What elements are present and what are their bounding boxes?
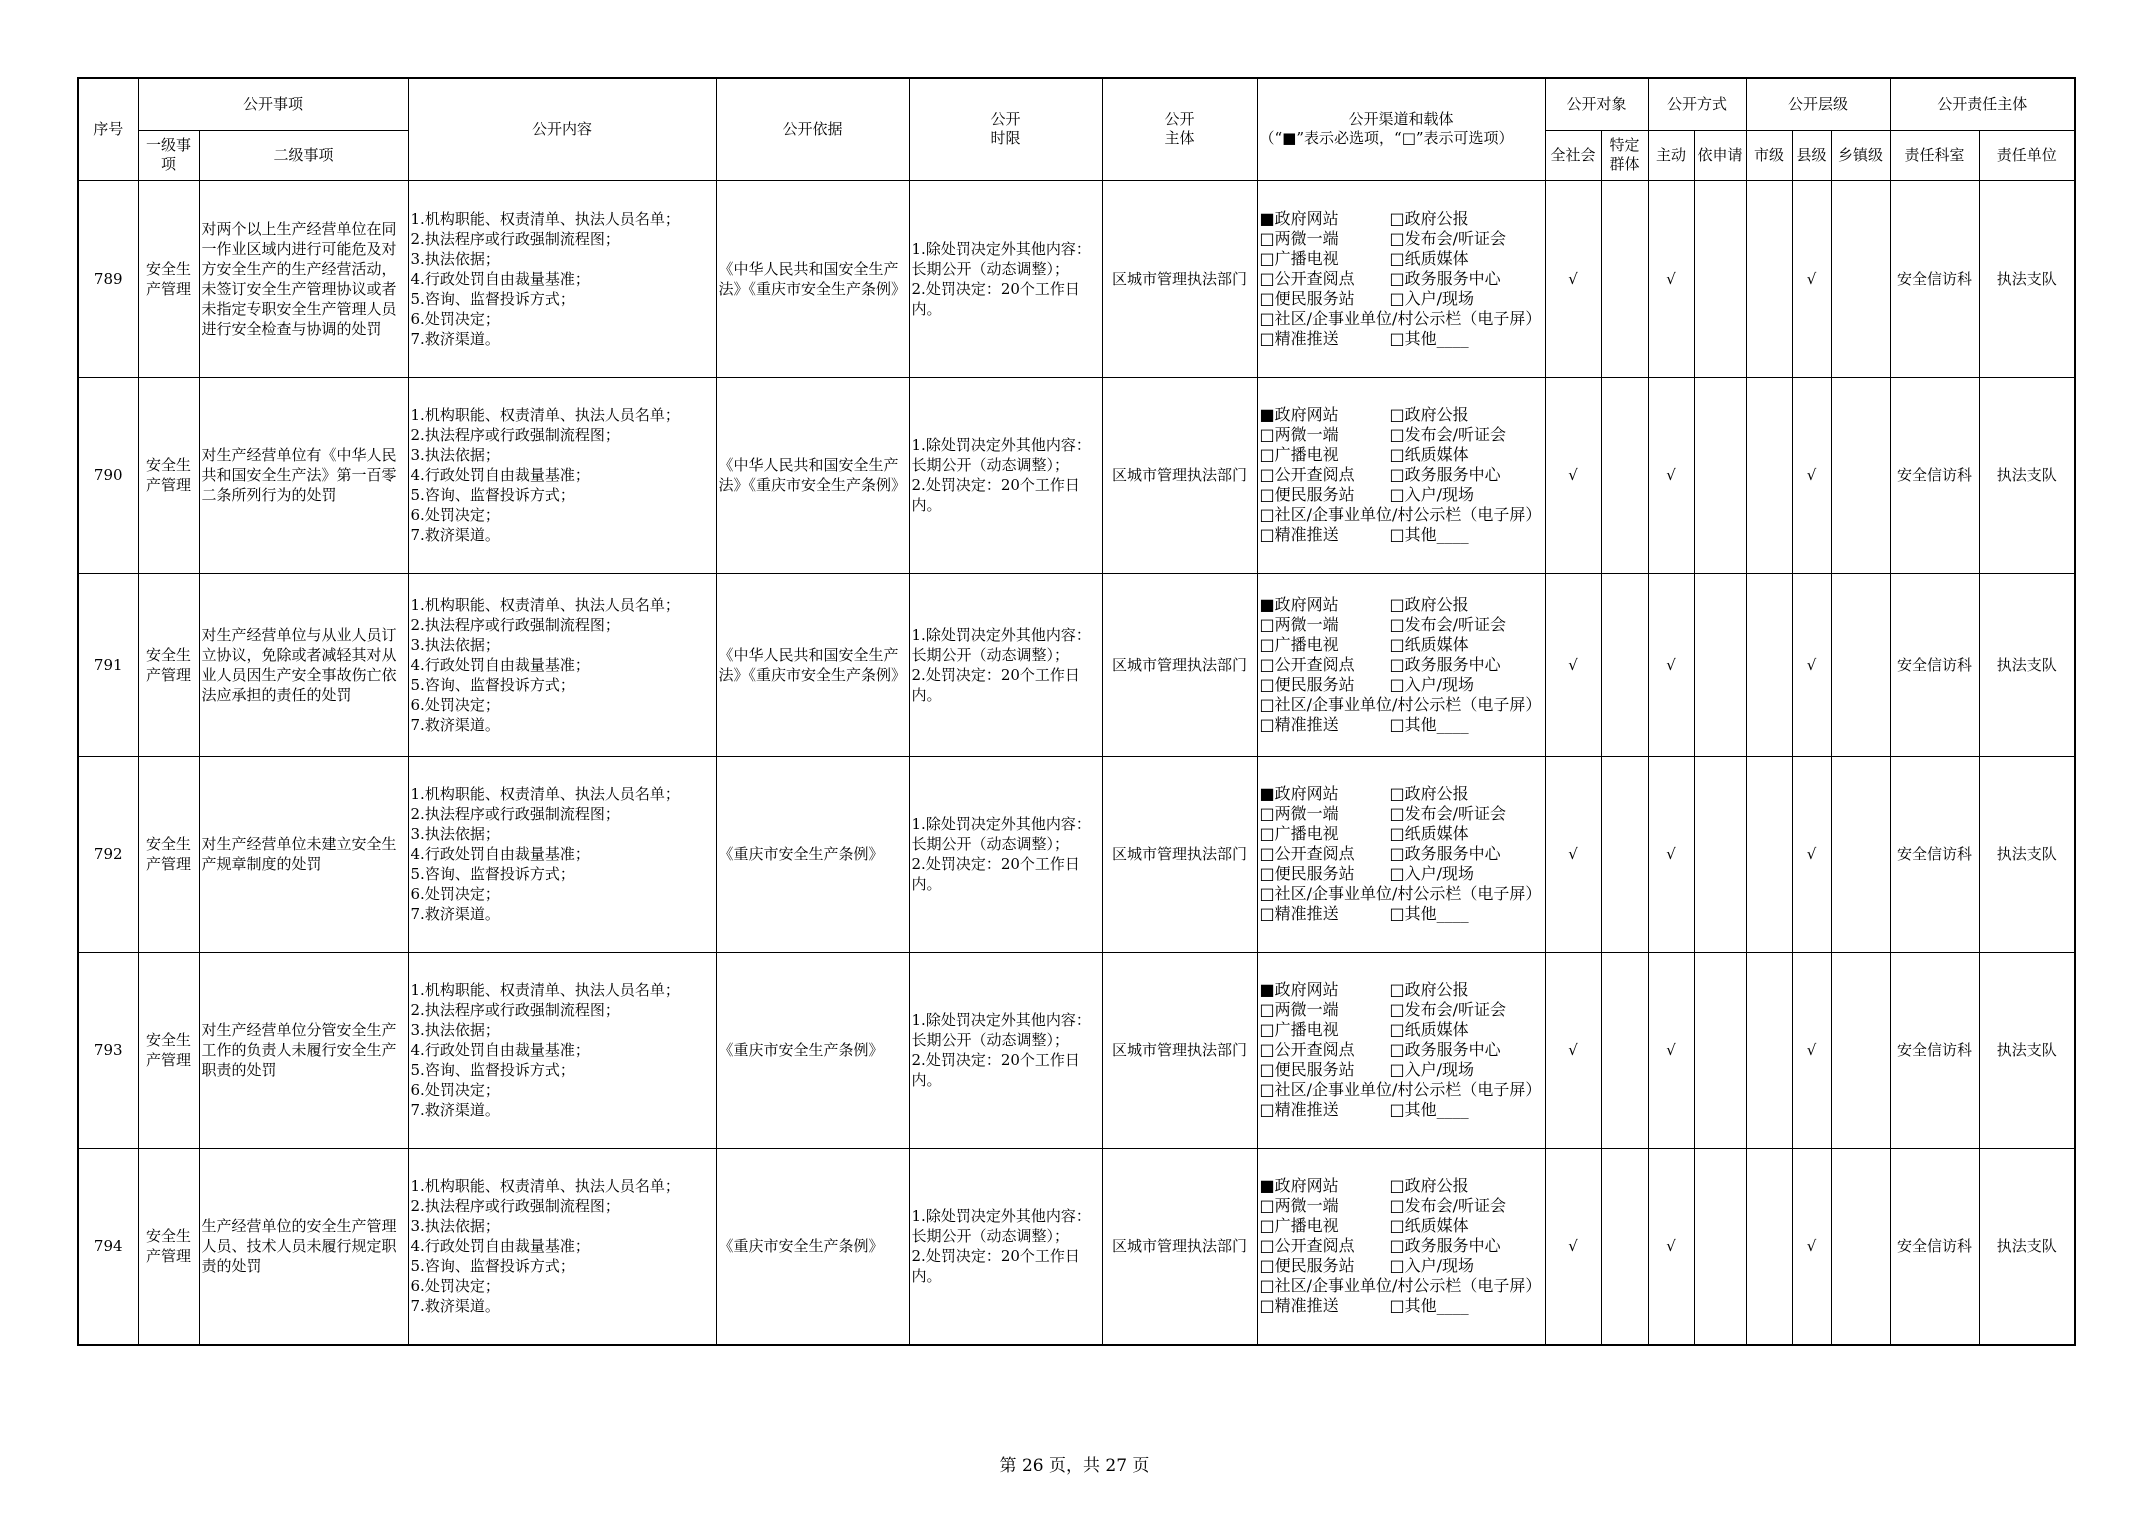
header-level-town: 乡镇级 <box>1831 130 1890 180</box>
cell-level2: 对生产经营单位与从业人员订立协议，免除或者减轻其对从业人员因生产安全事故伤亡依法应承担的责任的处罚 <box>199 573 408 756</box>
channel-optional: □其他____ <box>1389 1100 1469 1119</box>
cell-method-request <box>1694 952 1746 1148</box>
channel-optional: □政务服务中心 <box>1389 268 1501 288</box>
cell-method-request <box>1694 756 1746 952</box>
disclosure-table <box>77 77 2076 1346</box>
channel-required: ■政府网站 <box>1259 784 1339 803</box>
period-item: 1.除处罚决定外其他内容：长期公开（动态调整）； <box>911 625 1091 664</box>
cell-target-specific <box>1601 180 1648 377</box>
header-items-group: 公开事项 <box>138 78 408 130</box>
table-row <box>78 952 2075 1148</box>
channel-optional: □公开查阅点 <box>1259 844 1355 863</box>
cell-level1: 安全生产管理 <box>138 1148 199 1345</box>
header-level2: 二级事项 <box>199 130 408 180</box>
content-item: 2.执法程序或行政强制流程图； <box>410 805 620 823</box>
cell-seq: 789 <box>78 180 138 377</box>
cell-level1: 安全生产管理 <box>138 180 199 377</box>
channel-optional: □社区/企事业单位/村公示栏（电子屏） <box>1259 505 1542 524</box>
content-item: 6.处罚决定； <box>410 695 500 714</box>
header-resp-office: 责任科室 <box>1890 130 1979 180</box>
table-body <box>78 180 2075 1345</box>
cell-method-active: √ <box>1648 952 1694 1148</box>
cell-seq: 792 <box>78 756 138 952</box>
content-item: 4.行政处罚自由裁量基准； <box>410 269 590 288</box>
cell-level1: 安全生产管理 <box>138 377 199 573</box>
channel-optional: □其他____ <box>1389 328 1469 348</box>
channel-optional: □便民服务站 <box>1259 485 1355 504</box>
content-item: 3.执法依据； <box>410 1217 500 1236</box>
period-item: 1.除处罚决定外其他内容：长期公开（动态调整）； <box>911 436 1091 474</box>
cell-resp-office: 安全信访科 <box>1890 952 1979 1148</box>
header-level-group: 公开层级 <box>1746 78 1890 130</box>
content-item: 4.行政处罚自由裁量基准； <box>410 845 590 863</box>
channel-optional: □纸质媒体 <box>1389 824 1469 843</box>
header-level-city: 市级 <box>1746 130 1792 180</box>
table-row <box>78 180 2075 377</box>
header-channel-title: 公开渠道和载体 <box>1348 110 1454 129</box>
content-item: 7.救济渠道。 <box>410 526 500 544</box>
cell-resp-office: 安全信访科 <box>1890 1148 1979 1345</box>
content-item: 3.执法依据； <box>410 446 500 464</box>
content-item: 7.救济渠道。 <box>410 715 500 734</box>
cell-content <box>408 952 716 1148</box>
channel-optional: □发布会/听证会 <box>1389 804 1507 823</box>
channel-optional: □广播电视 <box>1259 1020 1339 1039</box>
cell-method-active: √ <box>1648 180 1694 377</box>
content-item: 5.咨询、监督投诉方式； <box>410 289 575 308</box>
cell-content <box>408 756 716 952</box>
period-item: 2.处罚决定：20个工作日内。 <box>911 476 1080 514</box>
table-row <box>78 573 2075 756</box>
period-item: 2.处罚决定：20个工作日内。 <box>911 665 1080 704</box>
cell-target-all: √ <box>1545 1148 1601 1345</box>
cell-seq: 793 <box>78 952 138 1148</box>
channel-optional: □发布会/听证会 <box>1389 614 1507 634</box>
cell-resp-unit: 执法支队 <box>1979 180 2075 377</box>
cell-target-specific <box>1601 1148 1648 1345</box>
channel-optional: □发布会/听证会 <box>1389 1196 1507 1216</box>
cell-level2: 生产经营单位的安全生产管理人员、技术人员未履行规定职责的处罚 <box>199 1148 408 1345</box>
content-item: 4.行政处罚自由裁量基准； <box>410 1237 590 1256</box>
content-item: 4.行政处罚自由裁量基准； <box>410 466 590 484</box>
channel-optional: □政府公报 <box>1389 980 1469 999</box>
channel-optional: □政府公报 <box>1389 594 1469 614</box>
cell-level-town <box>1831 573 1890 756</box>
channel-optional: □政务服务中心 <box>1389 1236 1501 1256</box>
channel-optional: □两微一端 <box>1259 614 1339 634</box>
content-item: 2.执法程序或行政强制流程图； <box>410 426 620 444</box>
content-item: 3.执法依据； <box>410 825 500 843</box>
content-item: 7.救济渠道。 <box>410 329 500 348</box>
channel-optional: □入户/现场 <box>1389 1256 1475 1276</box>
cell-target-all: √ <box>1545 573 1601 756</box>
cell-basis: 《重庆市安全生产条例》 <box>716 952 909 1148</box>
channel-optional: □政府公报 <box>1389 405 1469 424</box>
header-basis: 公开依据 <box>716 78 909 180</box>
cell-level2: 对生产经营单位分管安全生产工作的负责人未履行安全生产职责的处罚 <box>199 952 408 1148</box>
cell-level-city <box>1746 756 1792 952</box>
cell-content <box>408 1148 716 1345</box>
channel-optional: □广播电视 <box>1259 445 1339 464</box>
period-item: 1.除处罚决定外其他内容：长期公开（动态调整）； <box>911 1207 1091 1246</box>
header-target-group: 公开对象 <box>1545 78 1648 130</box>
content-item: 3.执法依据； <box>410 249 500 268</box>
cell-resp-office: 安全信访科 <box>1890 756 1979 952</box>
cell-level-county: √ <box>1792 756 1831 952</box>
period-item: 1.除处罚决定外其他内容：长期公开（动态调整）； <box>911 239 1091 278</box>
channel-optional: □广播电视 <box>1259 1216 1339 1236</box>
content-item: 4.行政处罚自由裁量基准； <box>410 1041 590 1059</box>
cell-method-request <box>1694 573 1746 756</box>
cell-target-specific <box>1601 377 1648 573</box>
channel-optional: □便民服务站 <box>1259 288 1355 308</box>
content-item: 3.执法依据； <box>410 635 500 654</box>
cell-content <box>408 377 716 573</box>
cell-period <box>909 1148 1102 1345</box>
channel-list <box>1260 784 1543 924</box>
channel-optional: □纸质媒体 <box>1389 634 1469 654</box>
cell-level1: 安全生产管理 <box>138 573 199 756</box>
cell-target-specific <box>1601 573 1648 756</box>
cell-method-active: √ <box>1648 377 1694 573</box>
channel-list <box>1260 209 1543 349</box>
cell-channels <box>1257 180 1545 377</box>
channel-optional: □便民服务站 <box>1259 674 1355 694</box>
channel-optional: □社区/企事业单位/村公示栏（电子屏） <box>1259 884 1542 903</box>
content-item: 1.机构职能、权责清单、执法人员名单； <box>410 595 680 614</box>
header-target-all: 全社会 <box>1545 130 1601 180</box>
channel-optional: □两微一端 <box>1259 425 1339 444</box>
channel-optional: □便民服务站 <box>1259 1060 1355 1079</box>
cell-method-active: √ <box>1648 1148 1694 1345</box>
channel-optional: □社区/企事业单位/村公示栏（电子屏） <box>1259 694 1542 714</box>
channel-optional: □社区/企事业单位/村公示栏（电子屏） <box>1259 308 1542 328</box>
cell-resp-unit: 执法支队 <box>1979 1148 2075 1345</box>
cell-level2: 对生产经营单位未建立安全生产规章制度的处罚 <box>199 756 408 952</box>
cell-level-town <box>1831 377 1890 573</box>
cell-level-county: √ <box>1792 377 1831 573</box>
channel-optional: □精准推送 <box>1259 525 1339 544</box>
cell-subject: 区城市管理执法部门 <box>1102 573 1257 756</box>
cell-subject: 区城市管理执法部门 <box>1102 180 1257 377</box>
channel-optional: □入户/现场 <box>1389 674 1475 694</box>
header-resp-unit: 责任单位 <box>1979 130 2075 180</box>
channel-optional: □精准推送 <box>1259 904 1339 923</box>
channel-optional: □两微一端 <box>1259 1196 1339 1216</box>
channel-optional: □公开查阅点 <box>1259 654 1355 674</box>
channel-list <box>1260 1176 1543 1316</box>
channel-optional: □发布会/听证会 <box>1389 228 1507 248</box>
cell-level1: 安全生产管理 <box>138 952 199 1148</box>
cell-resp-office: 安全信访科 <box>1890 377 1979 573</box>
channel-required: ■政府网站 <box>1259 980 1339 999</box>
content-item: 1.机构职能、权责清单、执法人员名单； <box>410 209 680 228</box>
channel-optional: □公开查阅点 <box>1259 268 1355 288</box>
channel-optional: □政府公报 <box>1389 208 1469 228</box>
content-item: 6.处罚决定； <box>410 309 500 328</box>
channel-optional: □入户/现场 <box>1389 864 1475 883</box>
channel-optional: □广播电视 <box>1259 248 1339 268</box>
content-item: 7.救济渠道。 <box>410 905 500 923</box>
channel-optional: □精准推送 <box>1259 328 1339 348</box>
cell-basis: 《中华人民共和国安全生产法》《重庆市安全生产条例》 <box>716 573 909 756</box>
period-item: 1.除处罚决定外其他内容：长期公开（动态调整）； <box>911 815 1091 853</box>
channel-optional: □社区/企事业单位/村公示栏（电子屏） <box>1259 1080 1542 1099</box>
cell-method-active: √ <box>1648 573 1694 756</box>
cell-seq: 791 <box>78 573 138 756</box>
cell-level-county: √ <box>1792 1148 1831 1345</box>
cell-subject: 区城市管理执法部门 <box>1102 756 1257 952</box>
cell-level-city <box>1746 180 1792 377</box>
channel-optional: □政府公报 <box>1389 784 1469 803</box>
header-resp-group: 公开责任主体 <box>1890 78 2075 130</box>
cell-level-city <box>1746 1148 1792 1345</box>
content-item: 5.咨询、监督投诉方式； <box>410 675 575 694</box>
cell-content <box>408 573 716 756</box>
content-item: 1.机构职能、权责清单、执法人员名单； <box>410 785 680 803</box>
cell-basis: 《中华人民共和国安全生产法》《重庆市安全生产条例》 <box>716 377 909 573</box>
cell-resp-office: 安全信访科 <box>1890 573 1979 756</box>
header-subject <box>1102 78 1257 180</box>
cell-channels <box>1257 573 1545 756</box>
table-row <box>78 756 2075 952</box>
cell-target-specific <box>1601 952 1648 1148</box>
table-row <box>78 377 2075 573</box>
channel-optional: □便民服务站 <box>1259 864 1355 883</box>
cell-target-all: √ <box>1545 377 1601 573</box>
channel-optional: □广播电视 <box>1259 824 1339 843</box>
channel-optional: □入户/现场 <box>1389 1060 1475 1079</box>
table-header <box>78 78 2075 180</box>
content-item: 1.机构职能、权责清单、执法人员名单； <box>410 406 680 424</box>
channel-required: ■政府网站 <box>1259 594 1339 614</box>
channel-optional: □公开查阅点 <box>1259 1236 1355 1256</box>
channel-optional: □政务服务中心 <box>1389 465 1501 484</box>
channel-optional: □精准推送 <box>1259 1100 1339 1119</box>
cell-basis: 《中华人民共和国安全生产法》《重庆市安全生产条例》 <box>716 180 909 377</box>
header-method-request: 依申请 <box>1694 130 1746 180</box>
channel-optional: □广播电视 <box>1259 634 1339 654</box>
cell-method-request <box>1694 377 1746 573</box>
cell-seq: 794 <box>78 1148 138 1345</box>
cell-level-town <box>1831 756 1890 952</box>
content-item: 5.咨询、监督投诉方式； <box>410 1257 575 1276</box>
content-item: 6.处罚决定； <box>410 885 500 903</box>
cell-channels <box>1257 952 1545 1148</box>
cell-level-county: √ <box>1792 180 1831 377</box>
content-item: 2.执法程序或行政强制流程图； <box>410 229 620 248</box>
cell-channels <box>1257 756 1545 952</box>
channel-optional: □其他____ <box>1389 1296 1469 1316</box>
cell-resp-unit: 执法支队 <box>1979 952 2075 1148</box>
channel-list <box>1260 595 1543 735</box>
content-item: 7.救济渠道。 <box>410 1101 500 1119</box>
period-item: 2.处罚决定：20个工作日内。 <box>911 1051 1080 1089</box>
cell-period <box>909 377 1102 573</box>
cell-target-all: √ <box>1545 756 1601 952</box>
channel-optional: □纸质媒体 <box>1389 1216 1469 1236</box>
channel-optional: □两微一端 <box>1259 804 1339 823</box>
cell-level2: 对两个以上生产经营单位在同一作业区域内进行可能危及对方安全生产的生产经营活动，未签订安全生产管理协议或者未指定专职安全生产管理人员进行安全检查与协调的处罚 <box>199 180 408 377</box>
cell-period <box>909 180 1102 377</box>
cell-level-county: √ <box>1792 573 1831 756</box>
channel-optional: □入户/现场 <box>1389 485 1475 504</box>
cell-subject: 区城市管理执法部门 <box>1102 952 1257 1148</box>
cell-subject: 区城市管理执法部门 <box>1102 1148 1257 1345</box>
channel-optional: □其他____ <box>1389 714 1469 734</box>
header-seq: 序号 <box>78 78 138 180</box>
header-subject-text: 公开主体 <box>1164 110 1195 148</box>
channel-optional: □社区/企事业单位/村公示栏（电子屏） <box>1259 1276 1542 1296</box>
header-content: 公开内容 <box>408 78 716 180</box>
channel-optional: □政务服务中心 <box>1389 1040 1501 1059</box>
channel-optional: □精准推送 <box>1259 1296 1339 1316</box>
content-item: 4.行政处罚自由裁量基准； <box>410 655 590 674</box>
content-item: 2.执法程序或行政强制流程图； <box>410 1001 620 1019</box>
header-method-group: 公开方式 <box>1648 78 1746 130</box>
header-channel <box>1257 78 1545 180</box>
channel-required: ■政府网站 <box>1259 208 1339 228</box>
channel-optional: □其他____ <box>1389 904 1469 923</box>
channel-optional: □两微一端 <box>1259 1000 1339 1019</box>
channel-optional: □两微一端 <box>1259 228 1339 248</box>
content-item: 2.执法程序或行政强制流程图； <box>410 1197 620 1216</box>
cell-seq: 790 <box>78 377 138 573</box>
cell-channels <box>1257 1148 1545 1345</box>
channel-optional: □公开查阅点 <box>1259 465 1355 484</box>
cell-basis: 《重庆市安全生产条例》 <box>716 756 909 952</box>
content-item: 5.咨询、监督投诉方式； <box>410 486 575 504</box>
cell-method-request <box>1694 180 1746 377</box>
period-item: 2.处罚决定：20个工作日内。 <box>911 279 1080 318</box>
channel-list <box>1260 980 1543 1120</box>
cell-level-county: √ <box>1792 952 1831 1148</box>
cell-method-active: √ <box>1648 756 1694 952</box>
channel-optional: □政务服务中心 <box>1389 654 1501 674</box>
header-target-specific: 特定群体 <box>1601 130 1648 180</box>
cell-level-city <box>1746 573 1792 756</box>
content-item: 1.机构职能、权责清单、执法人员名单； <box>410 1177 680 1196</box>
period-item: 1.除处罚决定外其他内容：长期公开（动态调整）； <box>911 1011 1091 1049</box>
cell-subject: 区城市管理执法部门 <box>1102 377 1257 573</box>
cell-target-specific <box>1601 756 1648 952</box>
cell-level-city <box>1746 377 1792 573</box>
cell-resp-office: 安全信访科 <box>1890 180 1979 377</box>
period-item: 2.处罚决定：20个工作日内。 <box>911 855 1080 893</box>
content-item: 5.咨询、监督投诉方式； <box>410 865 575 883</box>
channel-optional: □精准推送 <box>1259 714 1339 734</box>
cell-period <box>909 756 1102 952</box>
content-item: 6.处罚决定； <box>410 506 500 524</box>
header-period-text: 公开时限 <box>990 110 1021 148</box>
channel-optional: □发布会/听证会 <box>1389 1000 1507 1019</box>
cell-content <box>408 180 716 377</box>
channel-optional: □便民服务站 <box>1259 1256 1355 1276</box>
content-item: 5.咨询、监督投诉方式； <box>410 1061 575 1079</box>
cell-period <box>909 573 1102 756</box>
cell-target-all: √ <box>1545 180 1601 377</box>
content-item: 6.处罚决定； <box>410 1277 500 1296</box>
period-item: 2.处罚决定：20个工作日内。 <box>911 1247 1080 1286</box>
cell-level-town <box>1831 1148 1890 1345</box>
cell-level-city <box>1746 952 1792 1148</box>
cell-resp-unit: 执法支队 <box>1979 756 2075 952</box>
cell-resp-unit: 执法支队 <box>1979 377 2075 573</box>
page-number: 第 26 页，共 27 页 <box>999 1456 1150 1476</box>
channel-optional: □政务服务中心 <box>1389 844 1501 863</box>
cell-level-town <box>1831 180 1890 377</box>
content-item: 6.处罚决定； <box>410 1081 500 1099</box>
channel-optional: □政府公报 <box>1389 1176 1469 1196</box>
channel-optional: □其他____ <box>1389 525 1469 544</box>
channel-optional: □纸质媒体 <box>1389 1020 1469 1039</box>
channel-optional: □公开查阅点 <box>1259 1040 1355 1059</box>
cell-level1: 安全生产管理 <box>138 756 199 952</box>
content-item: 7.救济渠道。 <box>410 1297 500 1316</box>
cell-basis: 《重庆市安全生产条例》 <box>716 1148 909 1345</box>
channel-required: ■政府网站 <box>1259 405 1339 424</box>
header-method-active: 主动 <box>1648 130 1694 180</box>
header-period <box>909 78 1102 180</box>
cell-resp-unit: 执法支队 <box>1979 573 2075 756</box>
cell-level2: 对生产经营单位有《中华人民共和国安全生产法》第一百零二条所列行为的处罚 <box>199 377 408 573</box>
channel-optional: □纸质媒体 <box>1389 248 1469 268</box>
table-row <box>78 1148 2075 1345</box>
content-item: 2.执法程序或行政强制流程图； <box>410 615 620 634</box>
cell-method-request <box>1694 1148 1746 1345</box>
channel-optional: □入户/现场 <box>1389 288 1475 308</box>
cell-target-all: √ <box>1545 952 1601 1148</box>
header-level1: 一级事项 <box>138 130 199 180</box>
channel-list <box>1260 405 1543 545</box>
header-level-county: 县级 <box>1792 130 1831 180</box>
cell-level-town <box>1831 952 1890 1148</box>
header-channel-note: （“■”表示必选项，“□”表示可选项） <box>1259 129 1514 148</box>
content-item: 1.机构职能、权责清单、执法人员名单； <box>410 981 680 999</box>
cell-period <box>909 952 1102 1148</box>
channel-optional: □纸质媒体 <box>1389 445 1469 464</box>
content-item: 3.执法依据； <box>410 1021 500 1039</box>
channel-required: ■政府网站 <box>1259 1176 1339 1196</box>
cell-channels <box>1257 377 1545 573</box>
channel-optional: □发布会/听证会 <box>1389 425 1507 444</box>
